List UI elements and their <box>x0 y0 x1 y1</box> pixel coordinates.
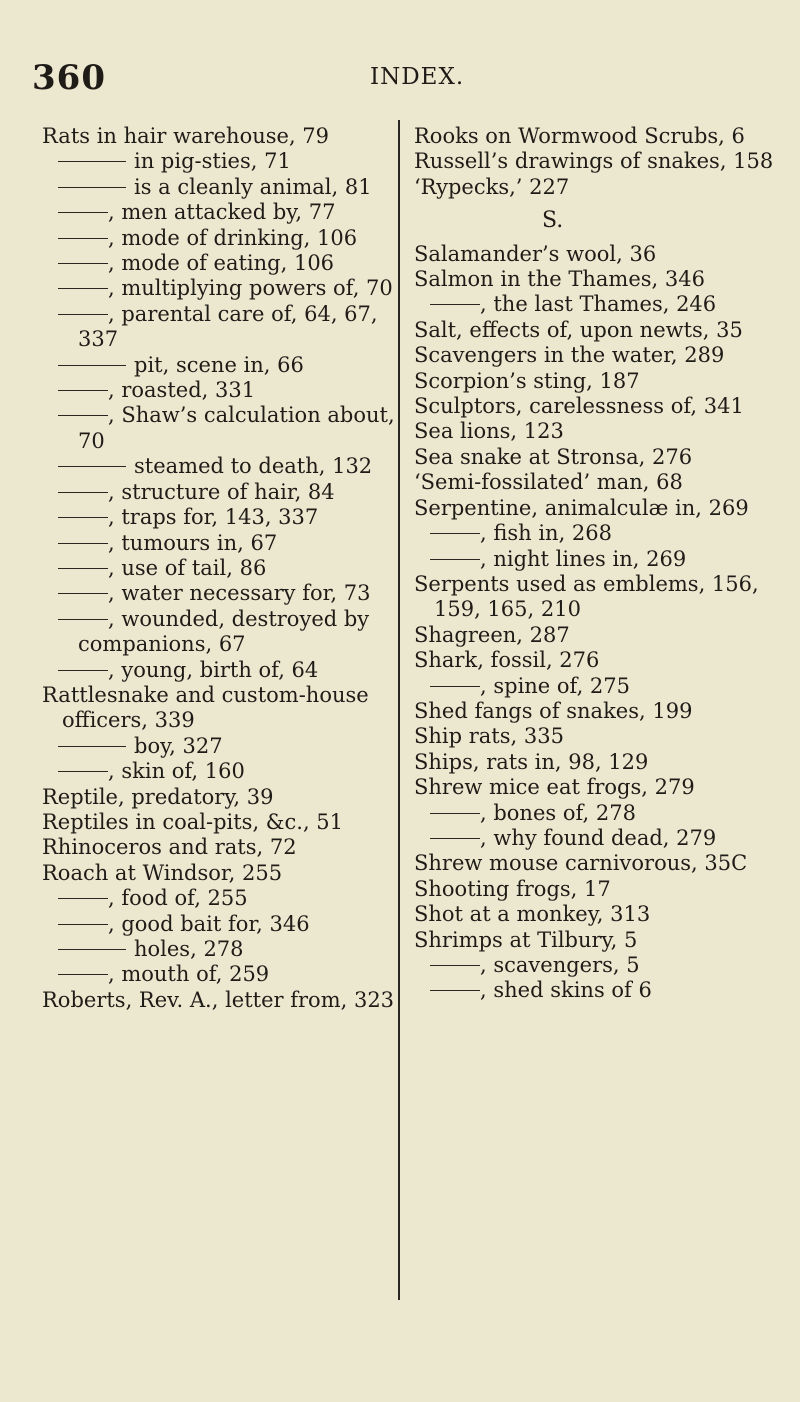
index-subentry <box>42 302 396 353</box>
ditto-dash <box>58 898 108 899</box>
index-entry <box>414 343 778 368</box>
entry-text: , use of tail, 86 <box>108 555 267 580</box>
section-letter <box>414 208 778 233</box>
entry-text: Salmon in the Thames, 346 <box>414 267 705 292</box>
ditto-dash <box>430 990 480 991</box>
ditto-dash <box>58 238 108 239</box>
ditto-dash <box>58 949 126 950</box>
entry-text: , tumours in, 67 <box>108 530 278 555</box>
column-divider <box>398 120 400 1300</box>
entry-text: Shrew mice eat frogs, 279 <box>414 775 695 800</box>
index-subentry <box>414 674 778 699</box>
index-entry <box>42 988 396 1013</box>
index-subentry <box>42 607 396 658</box>
index-entry <box>414 149 778 174</box>
index-subentry <box>42 378 396 403</box>
ditto-dash <box>58 670 108 671</box>
entry-text: , food of, 255 <box>108 886 248 911</box>
entry-text: boy, 327 <box>134 733 223 758</box>
entry-text: , skin of, 160 <box>108 759 245 784</box>
entry-text: , why found dead, 279 <box>480 825 717 850</box>
ditto-dash <box>58 619 108 620</box>
index-subentry <box>42 353 396 378</box>
index-subentry <box>42 937 396 962</box>
index-subentry <box>414 953 778 978</box>
index-entry <box>414 648 778 673</box>
ditto-dash <box>430 686 480 687</box>
ditto-dash <box>58 314 108 315</box>
ditto-dash <box>58 187 126 188</box>
entry-text: Rattlesnake and custom-house officers, 339 <box>42 682 369 733</box>
entry-text: , the last Thames, 246 <box>480 292 717 317</box>
entry-text: Shrimps at Tilbury, 5 <box>414 927 638 952</box>
ditto-dash <box>58 288 108 289</box>
index-subentry <box>42 505 396 530</box>
ditto-dash <box>58 466 126 467</box>
index-subentry <box>42 454 396 479</box>
entry-text: Salamander’s wool, 36 <box>414 241 657 266</box>
index-entry <box>414 175 778 200</box>
entry-text: Shot at a monkey, 313 <box>414 902 651 927</box>
index-entry <box>414 318 778 343</box>
ditto-dash <box>430 813 480 814</box>
entry-text: ‘Rypecks,’ 227 <box>414 174 570 199</box>
index-entry <box>42 124 396 149</box>
index-subentry <box>42 480 396 505</box>
index-entry <box>42 861 396 886</box>
entry-text: , wounded, destroyed by companions, 67 <box>78 606 370 657</box>
index-entry <box>414 623 778 648</box>
index-entry <box>414 124 778 149</box>
entry-text: , good bait for, 346 <box>108 911 310 936</box>
index-subentry <box>414 801 778 826</box>
index-entry <box>414 445 778 470</box>
index-subentry <box>42 200 396 225</box>
ditto-dash <box>58 415 108 416</box>
index-subentry <box>42 251 396 276</box>
entry-text: Roberts, Rev. A., letter from, 323 <box>42 987 395 1012</box>
entry-text: , spine of, 275 <box>480 673 631 698</box>
index-entry <box>414 750 778 775</box>
ditto-dash <box>430 838 480 839</box>
index-subentry <box>42 962 396 987</box>
index-entry <box>414 572 778 623</box>
index-entry <box>414 496 778 521</box>
index-entry <box>414 419 778 444</box>
entry-text: Ships, rats in, 98, 129 <box>414 749 649 774</box>
entry-text: Sculptors, carelessness of, 341 <box>414 394 744 419</box>
index-entry <box>414 775 778 800</box>
entry-text: Serpentine, animalculæ in, 269 <box>414 495 749 520</box>
ditto-dash <box>58 492 108 493</box>
index-entry <box>414 851 778 876</box>
index-entry <box>42 810 396 835</box>
entry-text: Rats in hair warehouse, 79 <box>42 124 330 148</box>
index-subentry <box>414 292 778 317</box>
entry-text: , young, birth of, 64 <box>108 657 319 682</box>
index-entry <box>414 369 778 394</box>
entry-text: , Shaw’s calculation about, 70 <box>78 403 395 453</box>
entry-text: , fish in, 268 <box>480 521 613 546</box>
index-subentry <box>42 556 396 581</box>
entry-text: Shooting frogs, 17 <box>414 876 611 901</box>
index-column-left <box>42 124 396 1013</box>
page-number: 360 <box>32 58 106 98</box>
ditto-dash <box>58 974 108 975</box>
ditto-dash <box>430 533 480 534</box>
entry-text: , parental care of, 64, 67, 337 <box>78 301 378 352</box>
entry-text: pit, scene in, 66 <box>134 352 304 377</box>
entry-text: , traps for, 143, 337 <box>108 505 319 530</box>
index-entry <box>42 835 396 860</box>
index-subentry <box>414 547 778 572</box>
ditto-dash <box>58 161 126 162</box>
entry-text: Ship rats, 335 <box>414 724 564 749</box>
entry-text: , bones of, 278 <box>480 800 636 825</box>
ditto-dash <box>430 559 480 560</box>
entry-text: , men attacked by, 77 <box>108 200 336 225</box>
entry-text: , mouth of, 259 <box>108 962 270 987</box>
index-subentry <box>42 226 396 251</box>
ditto-dash <box>58 390 108 391</box>
index-entry <box>414 394 778 419</box>
ditto-dash <box>58 924 108 925</box>
index-entry <box>42 683 396 734</box>
entry-text: Shagreen, 287 <box>414 622 570 647</box>
entry-text: , scavengers, 5 <box>480 953 640 977</box>
ditto-dash <box>58 568 108 569</box>
entry-text: , mode of eating, 106 <box>108 251 335 276</box>
entry-text: Scavengers in the water, 289 <box>414 343 725 368</box>
index-subentry <box>414 978 778 1003</box>
entry-text: Rhinoceros and rats, 72 <box>42 835 297 860</box>
index-subentry <box>42 912 396 937</box>
entry-text: , multiplying powers of, 70 <box>108 276 393 301</box>
entry-text: Serpents used as emblems, 156, 159, 165, 210 <box>414 571 759 622</box>
index-subentry <box>42 531 396 556</box>
entry-text: steamed to death, 132 <box>134 454 373 479</box>
index-entry <box>414 877 778 902</box>
entry-text: Scorpion’s sting, 187 <box>414 368 640 393</box>
index-subentry <box>42 581 396 606</box>
index-entry <box>414 267 778 292</box>
entry-text: Shrew mouse carnivorous, 35C <box>414 851 748 876</box>
index-entry <box>42 785 396 810</box>
entry-text: Roach at Windsor, 255 <box>42 860 283 885</box>
entry-text: Salt, effects of, upon newts, 35 <box>414 317 743 342</box>
ditto-dash <box>58 543 108 544</box>
running-head: INDEX. <box>370 64 465 90</box>
entry-text: S. <box>542 208 564 234</box>
entry-text: Reptile, predatory, 39 <box>42 784 274 809</box>
entry-text: Shed fangs of snakes, 199 <box>414 698 693 723</box>
index-column-right <box>414 124 778 1004</box>
index-subentry <box>42 759 396 784</box>
entry-text: , shed skins of 6 <box>480 978 652 1003</box>
ditto-dash <box>58 593 108 594</box>
entry-text: Shark, fossil, 276 <box>414 648 600 673</box>
entry-text: , night lines in, 269 <box>480 546 687 571</box>
index-subentry <box>42 276 396 301</box>
index-entry <box>414 699 778 724</box>
index-subentry <box>414 826 778 851</box>
index-entry <box>414 902 778 927</box>
ditto-dash <box>58 212 108 213</box>
entry-text: , mode of drinking, 106 <box>108 225 358 250</box>
index-subentry <box>414 521 778 546</box>
entry-text: Sea lions, 123 <box>414 419 564 444</box>
entry-text: , water necessary for, 73 <box>108 581 371 606</box>
index-subentry <box>42 886 396 911</box>
index-subentry <box>42 403 396 454</box>
index-entry <box>414 928 778 953</box>
entry-text: holes, 278 <box>134 937 244 961</box>
index-subentry <box>42 149 396 174</box>
index-entry <box>414 470 778 495</box>
index-subentry <box>42 658 396 683</box>
ditto-dash <box>58 771 108 772</box>
entry-text: , structure of hair, 84 <box>108 479 335 504</box>
entry-text: Sea snake at Stronsa, 276 <box>414 444 693 469</box>
entry-text: Rooks on Wormwood Scrubs, 6 <box>414 124 745 148</box>
entry-text: , roasted, 331 <box>108 378 256 403</box>
index-subentry <box>42 175 396 200</box>
ditto-dash <box>58 365 126 366</box>
entry-text: Reptiles in coal-pits, &c., 51 <box>42 809 344 834</box>
index-entry <box>414 242 778 267</box>
ditto-dash <box>430 304 480 305</box>
ditto-dash <box>58 746 126 747</box>
ditto-dash <box>58 517 108 518</box>
index-entry <box>414 724 778 749</box>
page-header <box>32 58 760 98</box>
entry-text: in pig-sties, 71 <box>134 149 291 174</box>
entry-text: is a cleanly animal, 81 <box>134 174 372 199</box>
ditto-dash <box>58 263 108 264</box>
index-subentry <box>42 734 396 759</box>
ditto-dash <box>430 965 480 966</box>
entry-text: Russell’s drawings of snakes, 158 <box>414 149 774 174</box>
entry-text: ‘Semi-fossilated’ man, 68 <box>414 470 683 495</box>
